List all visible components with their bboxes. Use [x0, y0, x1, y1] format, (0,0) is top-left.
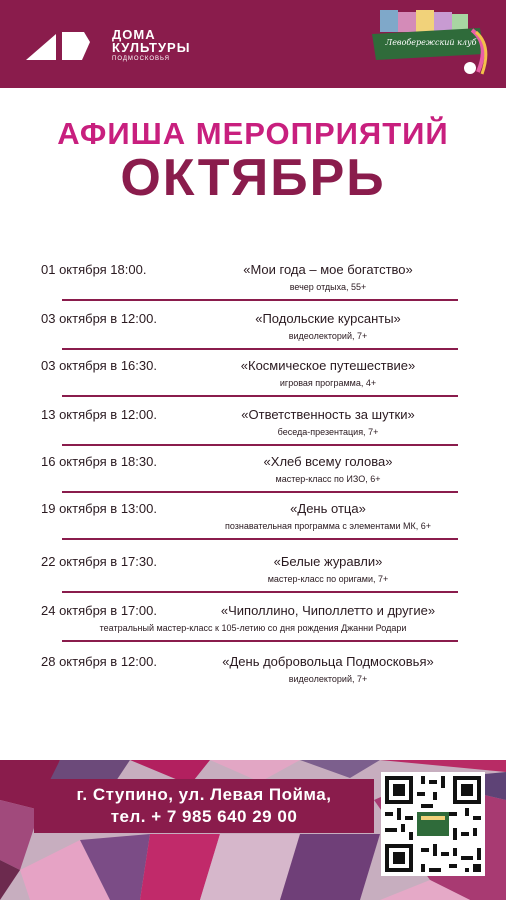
dk-logo-text	[112, 28, 190, 62]
event-subtitle: видеолекторий, 7+	[288, 674, 368, 684]
logo-line-1: ДОМА	[112, 27, 156, 42]
divider	[62, 640, 458, 642]
event-title: «День отца»	[290, 501, 366, 516]
qr-code[interactable]	[381, 772, 485, 876]
divider	[62, 444, 458, 446]
event-date: 24 октября в 17:00.	[41, 603, 157, 618]
event-item	[0, 401, 506, 449]
event-title: «Хлеб всему голова»	[263, 454, 393, 469]
logo-line-2: КУЛЬТУРЫ	[112, 40, 191, 55]
event-date: 19 октября в 13:00.	[41, 501, 157, 516]
event-subtitle: мастер-класс по ИЗО, 6+	[275, 474, 381, 484]
divider	[62, 538, 458, 540]
club-logo	[372, 10, 490, 80]
event-item	[0, 597, 506, 645]
qr-code-icon	[381, 772, 485, 876]
divider	[62, 348, 458, 350]
event-item	[0, 352, 506, 400]
event-item	[0, 495, 506, 543]
address-box	[34, 779, 374, 833]
divider	[62, 395, 458, 397]
event-date: 03 октября в 12:00.	[41, 311, 157, 326]
dk-logo-icon	[26, 28, 102, 60]
event-subtitle: игровая программа, 4+	[279, 378, 377, 388]
event-title: «Чиполлино, Чиполлетто и другие»	[220, 603, 436, 618]
event-date: 28 октября в 12:00.	[41, 654, 157, 669]
event-subtitle: театральный мастер-класс к 105-летию со дня рождения Джанни Родари	[99, 623, 407, 633]
event-item	[0, 548, 506, 596]
event-title: «Ответственность за шутки»	[241, 407, 415, 422]
event-item	[0, 648, 506, 696]
event-title: «Космическое путешествие»	[240, 358, 416, 373]
event-subtitle: видеолекторий, 7+	[288, 331, 368, 341]
event-subtitle: мастер-класс по оригами, 7+	[267, 574, 389, 584]
event-date: 16 октября в 18:30.	[41, 454, 157, 469]
event-date: 13 октября в 12:00.	[41, 407, 157, 422]
club-name: Левобережский клуб	[385, 38, 477, 47]
phone-text: тел. + 7 985 640 29 00	[110, 807, 298, 826]
event-item	[0, 256, 506, 304]
event-title: «День добровольца Подмосковья»	[222, 654, 434, 669]
divider	[62, 299, 458, 301]
address-text: г. Ступино, ул. Левая Пойма,	[76, 785, 332, 804]
event-date: 22 октября в 17:30.	[41, 554, 157, 569]
header-bar	[0, 0, 506, 88]
event-title: «Белые журавли»	[273, 554, 383, 569]
event-subtitle: беседа-презентация, 7+	[277, 427, 379, 437]
event-title: «Мои года – мое богатство»	[243, 262, 413, 277]
event-subtitle: познавательная программа с элементами МК, 6+	[224, 521, 431, 531]
poster-title: АФИША МЕРОПРИЯТИЙ	[57, 116, 449, 151]
logo-line-3: ПОДМОСКОВЬЯ	[112, 56, 171, 62]
event-date: 03 октября в 16:30.	[41, 358, 157, 373]
event-title: «Подольские курсанты»	[255, 311, 401, 326]
divider	[62, 591, 458, 593]
divider	[62, 491, 458, 493]
event-item	[0, 305, 506, 353]
event-item	[0, 448, 506, 496]
event-date: 01 октября 18:00.	[41, 262, 147, 277]
event-subtitle: вечер отдыха, 55+	[289, 282, 367, 292]
month-title: ОКТЯБРЬ	[120, 149, 386, 207]
